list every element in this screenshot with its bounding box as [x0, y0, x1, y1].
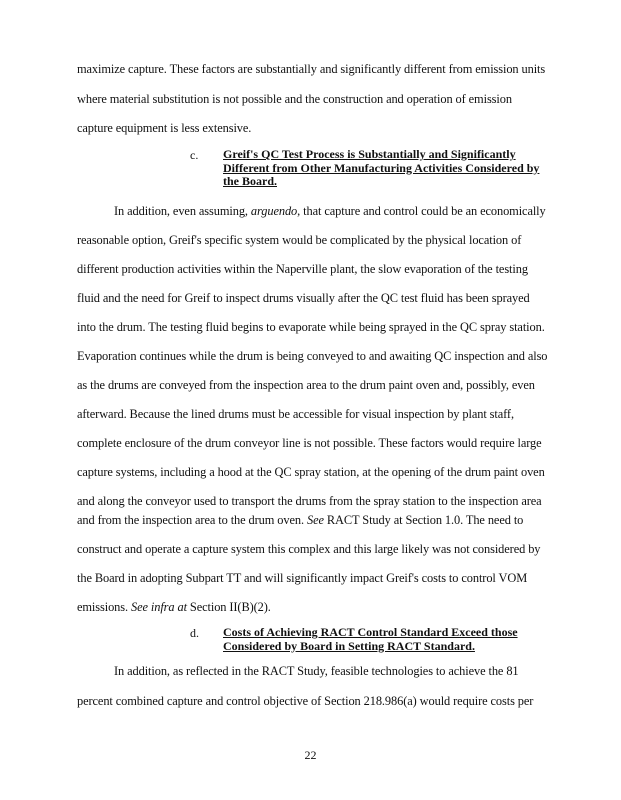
body-text-line: maximize capture. These factors are substantially and significantly different from emission units — [77, 62, 546, 76]
body-text-line: and along the conveyor used to transport the drums from the spray station to the inspection area — [77, 494, 542, 508]
heading-title: Greif's QC Test Process is Substantially and Significantly Different from Other Manufacturing Activities Considered by the Board. — [223, 147, 540, 188]
body-text-line: emissions. See infra at Section II(B)(2). — [77, 600, 271, 614]
page-number: 22 — [304, 748, 317, 762]
body-text-line: complete enclosure of the drum conveyor line is not possible. These factors would require large — [77, 436, 542, 450]
body-text-line: In addition, even assuming, arguendo, that capture and control could be an economically — [114, 204, 546, 218]
heading-letter: d. — [190, 626, 199, 640]
body-text-line: where material substitution is not possible and the construction and operation of emission — [77, 92, 512, 106]
body-text-line: afterward. Because the lined drums must be accessible for visual inspection by plant staff, — [77, 407, 514, 421]
body-text-line: capture systems, including a hood at the QC spray station, at the opening of the drum paint oven — [77, 465, 545, 479]
body-text-line: the Board in adopting Subpart TT and will significantly impact Greif's costs to control VOM — [77, 571, 528, 585]
body-text-line: as the drums are conveyed from the inspection area to the drum paint oven and, possibly, even — [77, 378, 535, 392]
body-text-line: different production activities within the Naperville plant, the slow evaporation of the testing — [77, 262, 528, 276]
heading-letter: c. — [190, 148, 199, 162]
body-text-line: percent combined capture and control objective of Section 218.986(a) would require costs per — [77, 694, 534, 708]
body-text-line: construct and operate a capture system this complex and this large likely was not considered by — [77, 542, 541, 556]
body-text-line: In addition, as reflected in the RACT Study, feasible technologies to achieve the 81 — [114, 664, 519, 678]
heading-title: Costs of Achieving RACT Control Standard Exceed those Considered by Board in Setting RACT Standard. — [223, 625, 518, 653]
body-text-line: into the drum. The testing fluid begins to evaporate while being sprayed in the QC spray station. — [77, 320, 545, 334]
body-text-line: fluid and the need for Greif to inspect drums visually after the QC test fluid has been sprayed — [77, 291, 530, 305]
body-text-line: and from the inspection area to the drum oven. See RACT Study at Section 1.0. The need to — [77, 513, 524, 527]
body-text-line: Evaporation continues while the drum is being conveyed to and awaiting QC inspection and also — [77, 349, 548, 363]
body-text-line: reasonable option, Greif's specific system would be complicated by the physical location of — [77, 233, 522, 247]
body-text-line: capture equipment is less extensive. — [77, 121, 252, 135]
